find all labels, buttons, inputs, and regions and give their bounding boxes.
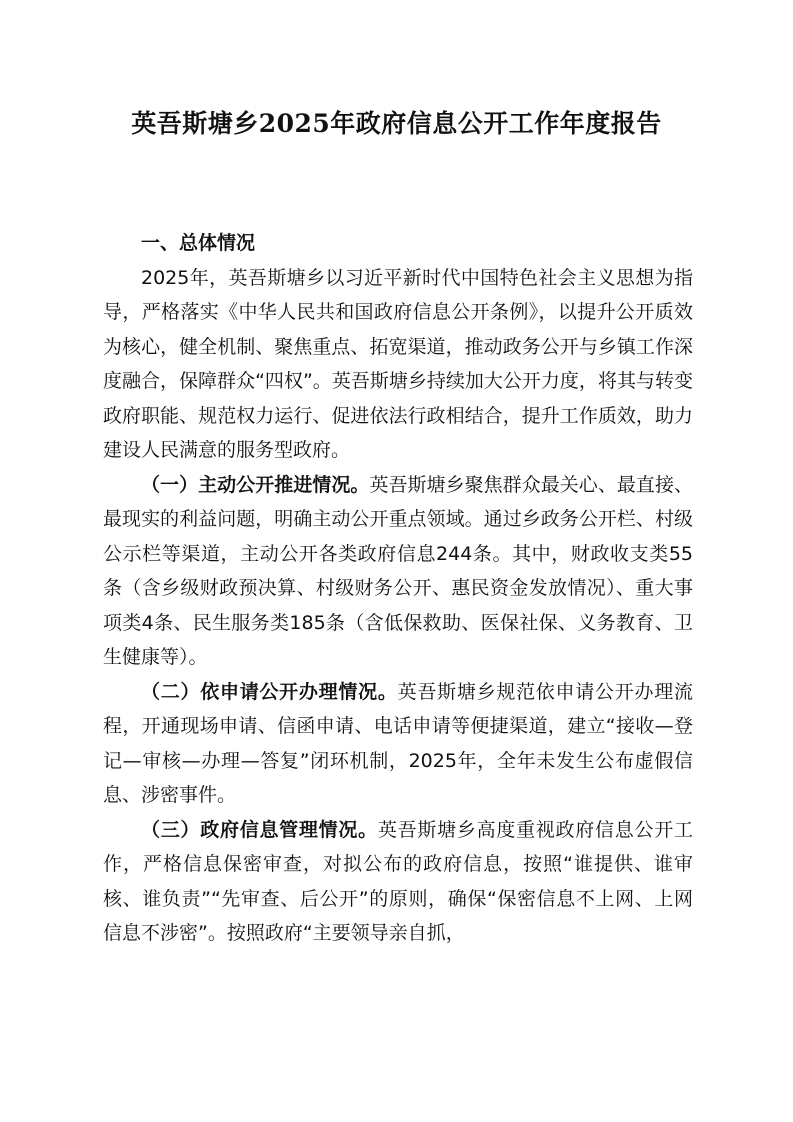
application-disclosure-paragraph [103, 675, 693, 813]
application-disclosure-text: 英吾斯塘乡规范依申请公开办理流程，开通现场申请、信函申请、电话申请等便捷渠道，建立“接收—登记—审核—办理—答复”闭环机制，2025年，全年未发生公布虚假信息、涉密事件。 [103, 680, 693, 806]
page-title: 英吾斯塘乡2025年政府信息公开工作年度报告 [131, 109, 662, 138]
information-management-heading: （三）政府信息管理情况。 [141, 818, 378, 841]
proactive-disclosure-heading: （一）主动公开推进情况。 [141, 473, 370, 496]
application-disclosure-heading: （二）依申请公开办理情况。 [141, 680, 398, 703]
information-management-paragraph [103, 813, 693, 951]
report-body [103, 226, 693, 951]
information-management-text: 英吾斯塘乡高度重视政府信息公开工作，严格信息保密审查，对拟公布的政府信息，按照“谁提供、谁审核、谁负责”“先审查、后公开”的原则，确保“保密信息不上网、上网信息不涉密”。按照政府“主要领导亲自抓， [103, 818, 693, 944]
section-heading-overview: 一、总体情况 [141, 232, 256, 254]
proactive-disclosure-text: 英吾斯塘乡聚焦群众最关心、最直接、最现实的利益问题，明确主动公开重点领域。通过乡政务公开栏、村级公示栏等渠道，主动公开各类政府信息244条。其中，财政收支类55条（含乡级财政预决算、村级财务公开、惠民资金发放情况）、重大事项类4条、民生服务类185条（含低保救助、医保社保、义务教育、卫生健康等）。 [103, 473, 693, 668]
proactive-disclosure-paragraph [103, 468, 693, 675]
overview-paragraph: 2025年，英吾斯塘乡以习近平新时代中国特色社会主义思想为指导，严格落实《中华人民共和国政府信息公开条例》，以提升公开质效为核心，健全机制、聚焦重点、拓宽渠道，推动政务公开与乡镇工作深度融合，保障群众“四权”。英吾斯塘乡持续加大公开力度，将其与转变政府职能、规范权力运行、促进依法行政相结合，提升工作质效，助力建设人民满意的服务型政府。 [103, 266, 693, 461]
